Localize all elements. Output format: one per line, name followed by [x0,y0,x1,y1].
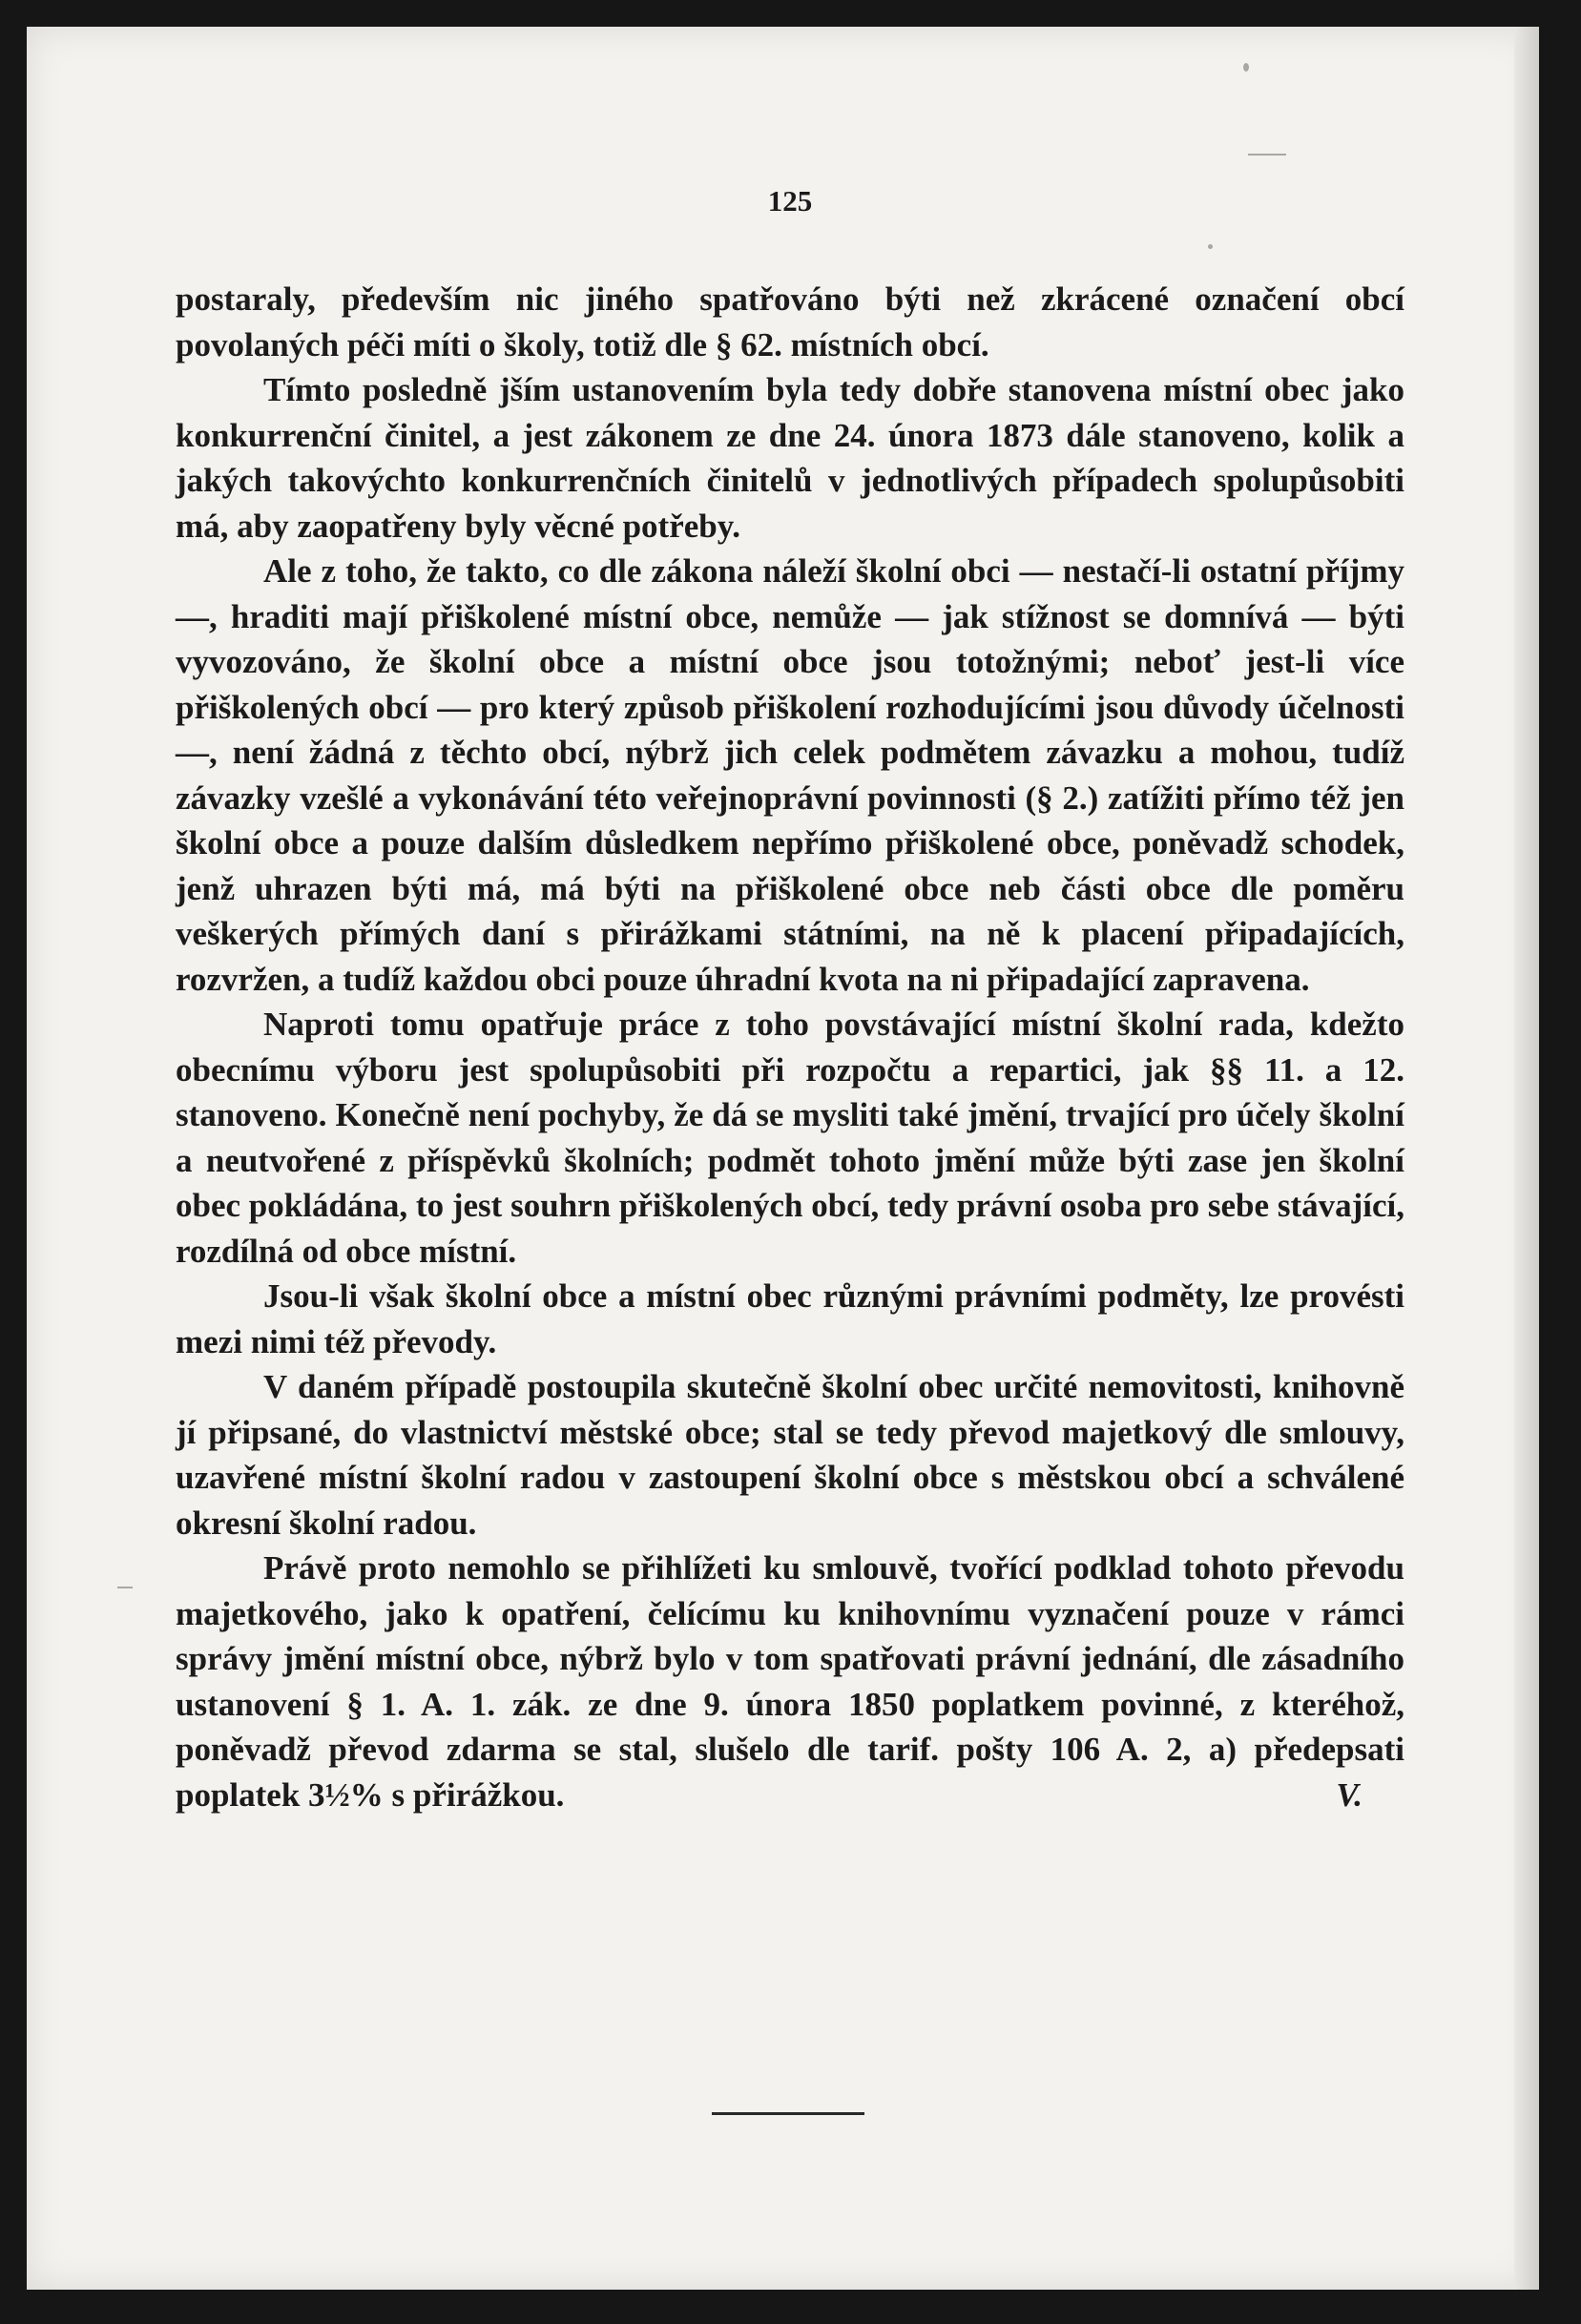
footer-rule [712,2112,864,2115]
paragraph: Jsou-li však školní obce a místní obec různými právními podměty, lze provésti mezi nimi též převody. [176,1277,1404,1360]
margin-mark [117,1587,133,1588]
paragraph: V daném případě postoupila skutečně školní obec určité nemovitosti, knihovně jí připsané, do vlastnictví městské obce; stal se tedy převod majetkový dle smlouvy, uzavřené místní školní radou v zastoupení školní obce s městskou obcí a schválené okresní školní radou. [176,1368,1404,1542]
paragraph: Tímto posledně jším ustanovením byla tedy dobře stanovena místní obec jako konkurrenční činitel, a jest zákonem ze dne 24. února 1873 dále stanoveno, kolik a jakých takovýchto konkurrenčních činitelů v jednotlivých případech spolupůsobiti má, aby zaopatřeny byly věcné potřeby. [176,371,1404,545]
book-page [27,27,1539,2290]
paragraph: Právě proto nemohlo se přihlížeti ku smlouvě, tvořící podklad tohoto převodu majetkového, jako k opatření, čelícímu ku knihovnímu vyznačení pouze v rámci správy jmění místní obce, nýbrž bylo v tom spatřovati právní jednání, dle zásadního ustanovení § 1. A. 1. zák. ze dne 9. února 1850 poplatkem povinné, z kteréhož, poněvadž převod zdarma se stal, slušelo dle tarif. pošty 106 A. 2, a) předepsati poplatek 3½% s přirážkou. [176,1549,1404,1814]
ink-speck [1243,63,1249,72]
paragraph: Ale z toho, že takto, co dle zákona náleží školní obci — nestačí-li ostatní příjmy —, hraditi mají přiškolené místní obce, nemůže — jak stížnost se domnívá — býti vyvozováno, že školní obce a místní obce jsou totožnými; neboť jest-li více přiškolených obcí — pro který způsob přiškolení rozhodujícími jsou důvody účelnosti —, není žádná z těchto obcí, nýbrž jich celek podmětem závazku a mohou, tudíž závazky vzešlé a vykonávání této veřejnoprávní povinnosti (§ 2.) zatížiti přímo též jen školní obce a pouze dalším důsledkem nepřímo přiškolené obce, poněvadž schodek, jenž uhrazen býti má, má býti na přiškolené obce neb části obce dle poměru veškerých přímých daní s přirážkami státními, na ně k placení připadajících, rozvržen, a tudíž každou obci pouze úhradní kvota na ni připadající zapravena. [176,552,1404,998]
body-text [176,277,1404,1817]
author-signature: V. [1336,1775,1363,1814]
paragraph: Naproti tomu opatřuje práce z toho povstávající místní školní rada, kdežto obecnímu výboru jest spolupůsobiti při rozpočtu a repartici, jak §§ 11. a 12. stanoveno. Konečně není pochyby, že dá se mysliti také jmění, trvající pro účely školní a neutvořené z příspěvků školních; podmět tohoto jmění může býti zase jen školní obec pokládána, to jest souhrn přiškolených obcí, tedy právní osoba pro sebe stávající, rozdílná od obce místní. [176,1006,1404,1270]
page-number: 125 [767,184,813,218]
ink-speck [1208,244,1213,249]
margin-mark [1248,154,1286,156]
page-edge [1514,27,1539,2290]
paragraph: postaraly, především nic jiného spatřováno býti než zkrácené označení obcí povolaných péči míti o školy, totiž dle § 62. místních obcí. [176,280,1404,363]
